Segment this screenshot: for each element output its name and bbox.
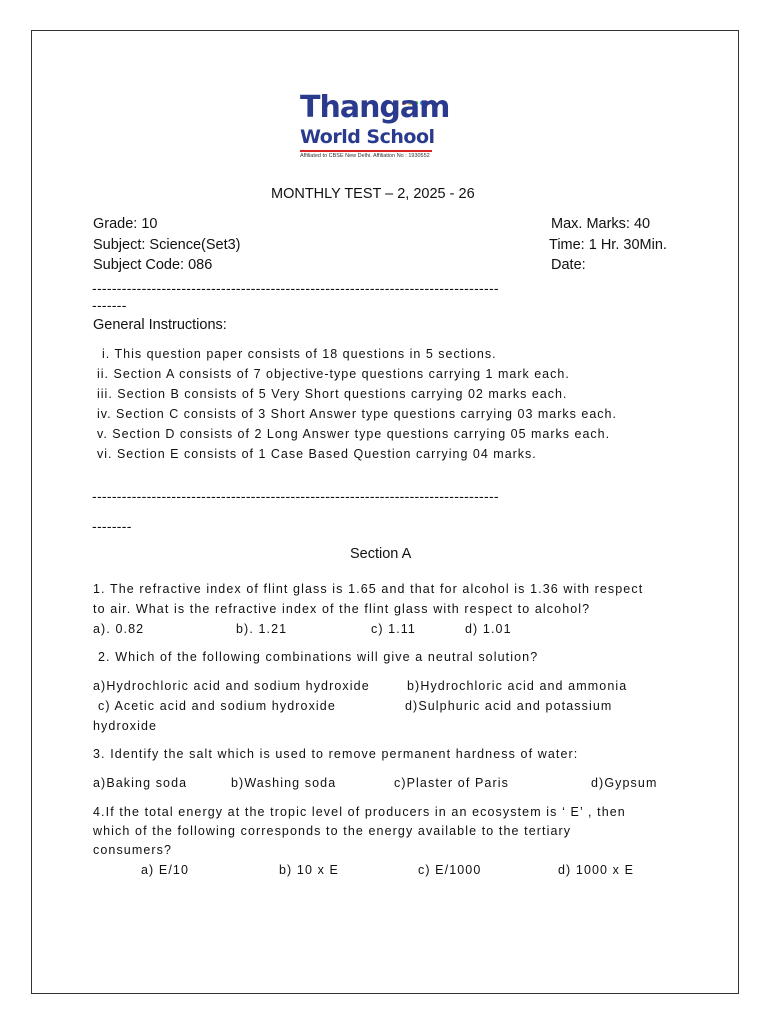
instructions-heading: General Instructions: [93, 317, 227, 333]
question-4-line-3: consumers? [93, 843, 173, 857]
separator-line-2-tail: -------- [92, 518, 132, 534]
logo-tagline: Affiliated to CBSE New Delhi. Affiliation No : 1930552 [300, 153, 430, 159]
subject-code: Subject Code: 086 [93, 257, 213, 273]
separator-line-1-tail: ------- [92, 297, 127, 313]
question-2-option-d-cont: hydroxide [93, 719, 158, 733]
question-4-option-d: d) 1000 x E [558, 863, 635, 877]
instruction-item: iii. Section B consists of 5 Very Short questions carrying 02 marks each. [97, 387, 568, 401]
question-3-option-c: c)Plaster of Paris [394, 776, 509, 790]
date: Date: [551, 257, 586, 273]
question-1-option-a: a). 0.82 [93, 622, 145, 636]
question-3-option-b: b)Washing soda [231, 776, 337, 790]
question-4-option-b: b) 10 x E [279, 863, 339, 877]
test-title: MONTHLY TEST – 2, 2025 - 26 [271, 186, 475, 202]
question-2-option-c: c) Acetic acid and sodium hydroxide [98, 699, 336, 713]
question-1-option-c: c) 1.11 [371, 622, 416, 636]
question-2-option-b: b)Hydrochloric acid and ammonia [407, 679, 628, 693]
instruction-item: v. Section D consists of 2 Long Answer type questions carrying 05 marks each. [97, 427, 611, 441]
question-4-option-a: a) E/10 [141, 863, 190, 877]
question-2-option-d: d)Sulphuric acid and potassium [405, 699, 613, 713]
instruction-item: ii. Section A consists of 7 objective-type questions carrying 1 mark each. [97, 367, 570, 381]
grade: Grade: 10 [93, 216, 158, 232]
instruction-item: i. This question paper consists of 18 questions in 5 sections. [102, 347, 497, 361]
question-2-line-1: 2. Which of the following combinations will give a neutral solution? [98, 650, 539, 664]
logo-line-1: Thangam [300, 90, 450, 125]
section-title: Section A [350, 546, 412, 562]
question-1-line-2: to air. What is the refractive index of the flint glass with respect to alcohol? [93, 602, 591, 616]
separator-line-2: ---------------------------------------------------------------------------------- [92, 488, 499, 504]
question-2-option-a: a)Hydrochloric acid and sodium hydroxide [93, 679, 370, 693]
question-1-option-d: d) 1.01 [465, 622, 512, 636]
instruction-item: iv. Section C consists of 3 Short Answer type questions carrying 03 marks each. [97, 407, 617, 421]
question-3-option-d: d)Gypsum [591, 776, 658, 790]
separator-line-1: ---------------------------------------------------------------------------------- [92, 280, 499, 296]
time: Time: 1 Hr. 30Min. [549, 237, 667, 253]
question-1-option-b: b). 1.21 [236, 622, 288, 636]
subject: Subject: Science(Set3) [93, 237, 241, 253]
question-3-option-a: a)Baking soda [93, 776, 188, 790]
question-3-line-1: 3. Identify the salt which is used to remove permanent hardness of water: [93, 747, 579, 761]
logo-underline [300, 150, 432, 152]
question-4-line-2: which of the following corresponds to the energy available to the tertiary [93, 824, 572, 838]
max-marks: Max. Marks: 40 [551, 216, 651, 232]
question-4-option-c: c) E/1000 [418, 863, 482, 877]
logo-line-2: World School [300, 126, 435, 148]
instruction-item: vi. Section E consists of 1 Case Based Question carrying 04 marks. [97, 447, 537, 461]
question-4-line-1: 4.If the total energy at the tropic level of producers in an ecosystem is ‘ E’ , then [93, 805, 626, 819]
school-logo [286, 88, 450, 168]
question-1-line-1: 1. The refractive index of flint glass is 1.65 and that for alcohol is 1.36 with respect [93, 582, 644, 596]
